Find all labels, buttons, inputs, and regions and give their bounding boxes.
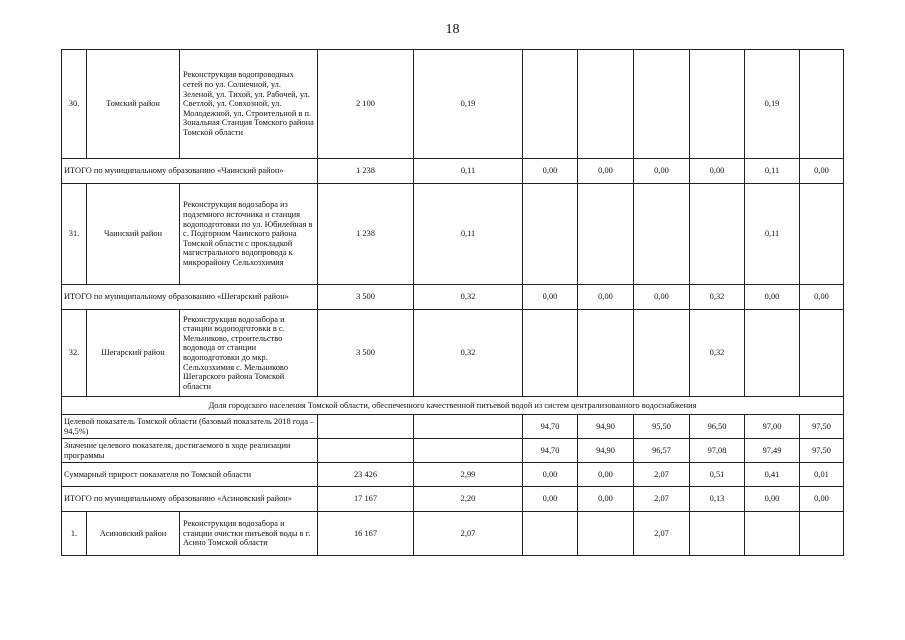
value-cell (318, 439, 414, 463)
value-cell: 3 500 (318, 285, 414, 310)
value-cell: 0,11 (414, 184, 523, 285)
value-cell: 2 100 (318, 50, 414, 159)
value-cell (578, 512, 634, 556)
value-cell: 0,11 (745, 159, 800, 184)
value-cell: 0,00 (745, 285, 800, 310)
value-cell: 0,13 (690, 487, 745, 512)
table-row (62, 439, 844, 463)
table-row (62, 184, 844, 285)
value-cell (634, 184, 690, 285)
value-cell (578, 184, 634, 285)
value-cell: 95,50 (634, 415, 690, 439)
value-cell (800, 512, 844, 556)
value-cell (523, 184, 578, 285)
value-cell: 0,00 (578, 487, 634, 512)
table-row (62, 310, 844, 397)
value-cell: 94,70 (523, 415, 578, 439)
value-cell: 0,01 (800, 463, 844, 487)
district-name: Асиновский район (87, 512, 180, 556)
district-name: Чаинский район (87, 184, 180, 285)
value-cell (523, 512, 578, 556)
value-cell (690, 512, 745, 556)
value-cell: 0,00 (523, 159, 578, 184)
value-cell (745, 310, 800, 397)
value-cell: 0,00 (634, 159, 690, 184)
item-number: 1. (62, 512, 87, 556)
value-cell: 1 238 (318, 184, 414, 285)
value-cell: 16 167 (318, 512, 414, 556)
value-cell: 0,00 (800, 487, 844, 512)
project-description: Реконструкция водозабора из подземного источника и станция водоподготовки по ул. Юбилейная в с. Подгорном Чаинского района Томской области с прокладкой магистрального водопровода к микрорайону Сельхозхимия (180, 184, 318, 285)
value-cell: 0,19 (414, 50, 523, 159)
value-cell (690, 184, 745, 285)
value-cell: 0,00 (634, 285, 690, 310)
district-name: Томский район (87, 50, 180, 159)
value-cell (578, 50, 634, 159)
value-cell (800, 184, 844, 285)
value-cell: 0,00 (523, 285, 578, 310)
value-cell: 96,50 (690, 415, 745, 439)
value-cell: 3 500 (318, 310, 414, 397)
value-cell: 0,32 (414, 310, 523, 397)
value-cell: 0,00 (578, 159, 634, 184)
value-cell: 94,90 (578, 415, 634, 439)
value-cell: 2,99 (414, 463, 523, 487)
value-cell: 2,07 (634, 487, 690, 512)
total-label: ИТОГО по муниципальному образованию «Чаинский район» (62, 159, 318, 184)
value-cell: 23 426 (318, 463, 414, 487)
value-cell: 96,57 (634, 439, 690, 463)
table-row (62, 50, 844, 159)
value-cell: 0,32 (690, 310, 745, 397)
value-cell: 2,07 (414, 512, 523, 556)
value-cell: 97,08 (690, 439, 745, 463)
value-cell (800, 50, 844, 159)
table-row (62, 397, 844, 415)
value-cell: 0,00 (523, 487, 578, 512)
total-label: Значение целевого показателя, достигаемого в ходе реализации программы (62, 439, 318, 463)
value-cell (634, 310, 690, 397)
project-description: Реконструкция водозабора и станции очистки питьевой воды в г. Асино Томской области (180, 512, 318, 556)
value-cell (414, 439, 523, 463)
value-cell: 2,20 (414, 487, 523, 512)
value-cell (523, 310, 578, 397)
project-description: Реконструкция водопроводных сетей по ул. Солнечной, ул. Зеленой, ул. Тихой, ул. Рабочей, ул. Светлой, ул. Совхозной, ул. Молодежной, ул. Строительной в п. Зональная Станция Томского района Томской области (180, 50, 318, 159)
value-cell: 0,00 (745, 487, 800, 512)
value-cell: 0,00 (578, 463, 634, 487)
table-row (62, 159, 844, 184)
value-cell: 0,41 (745, 463, 800, 487)
value-cell: 94,90 (578, 439, 634, 463)
value-cell: 0,00 (800, 159, 844, 184)
page-number: 18 (445, 22, 460, 37)
value-cell: 0,32 (414, 285, 523, 310)
item-number: 30. (62, 50, 87, 159)
value-cell: 2,07 (634, 463, 690, 487)
value-cell: 1 238 (318, 159, 414, 184)
value-cell: 94,70 (523, 439, 578, 463)
value-cell: 0,00 (523, 463, 578, 487)
water-supply-program-table (61, 49, 844, 556)
total-label: Суммарный прирост показателя по Томской области (62, 463, 318, 487)
value-cell: 0,00 (578, 285, 634, 310)
value-cell (690, 50, 745, 159)
value-cell: 17 167 (318, 487, 414, 512)
table-row (62, 285, 844, 310)
value-cell: 2,07 (634, 512, 690, 556)
total-label: Целевой показатель Томской области (базовый показатель 2018 года – 94,5%) (62, 415, 318, 439)
table-row (62, 512, 844, 556)
table-row (62, 463, 844, 487)
value-cell (523, 50, 578, 159)
value-cell: 0,00 (800, 285, 844, 310)
value-cell: 0,00 (690, 159, 745, 184)
item-number: 31. (62, 184, 87, 285)
district-name: Шегарский район (87, 310, 180, 397)
total-label: ИТОГО по муниципальному образованию «Шегарский район» (62, 285, 318, 310)
project-description: Реконструкция водозабора и станции водоподготовки в с. Мельниково, строительство водовода от станции водоподготовки до мкр. Сельхозхимия с. Мельниково Шегарского района Томской области (180, 310, 318, 397)
value-cell: 97,00 (745, 415, 800, 439)
value-cell (414, 415, 523, 439)
total-label: ИТОГО по муниципальному образованию «Асиновский район» (62, 487, 318, 512)
value-cell: 0,11 (745, 184, 800, 285)
value-cell: 0,32 (690, 285, 745, 310)
value-cell (578, 310, 634, 397)
value-cell (745, 512, 800, 556)
value-cell: 0,11 (414, 159, 523, 184)
item-number: 32. (62, 310, 87, 397)
value-cell: 97,49 (745, 439, 800, 463)
value-cell (634, 50, 690, 159)
table-row (62, 415, 844, 439)
section-heading: Доля городского населения Томской области, обеспеченного качественной питьевой водой из систем централизованного водоснабжения (62, 397, 844, 415)
table-row (62, 487, 844, 512)
value-cell (800, 310, 844, 397)
value-cell: 0,19 (745, 50, 800, 159)
value-cell: 97,50 (800, 439, 844, 463)
value-cell: 97,50 (800, 415, 844, 439)
value-cell: 0,51 (690, 463, 745, 487)
value-cell (318, 415, 414, 439)
